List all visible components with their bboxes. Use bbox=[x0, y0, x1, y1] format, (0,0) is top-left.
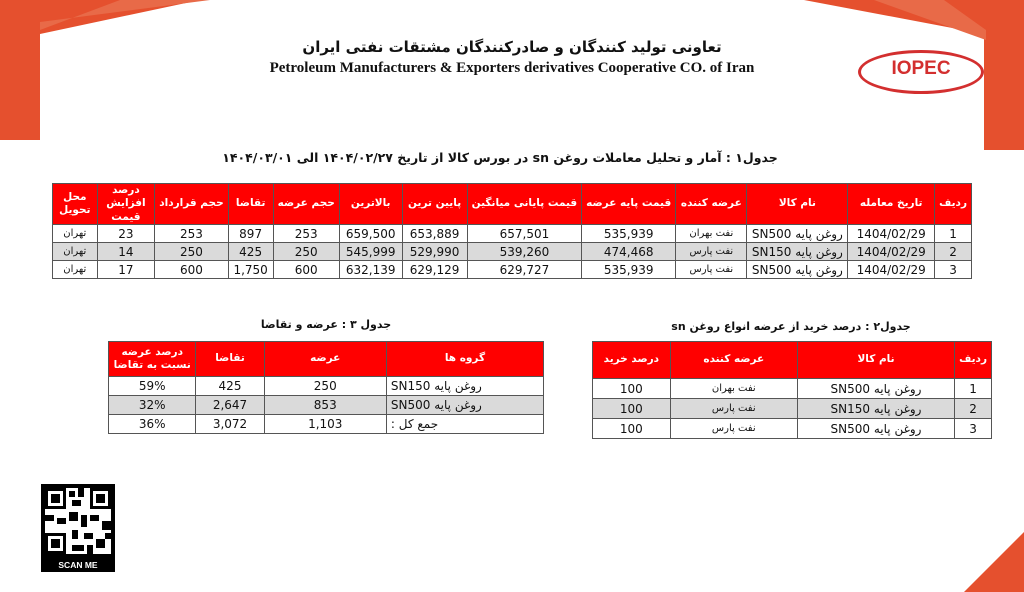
table-cell: 600 bbox=[155, 261, 228, 279]
table-cell: 32% bbox=[109, 396, 196, 415]
scan-me-label: SCAN ME bbox=[58, 560, 98, 570]
table2-header: نام کالا bbox=[797, 342, 954, 379]
table-row bbox=[109, 415, 544, 434]
table1-header: بالاترین bbox=[339, 184, 402, 225]
table-cell: 253 bbox=[273, 225, 339, 243]
purchase-percent-table bbox=[592, 341, 992, 439]
table-cell: 1404/02/29 bbox=[848, 261, 935, 279]
table-cell: 36% bbox=[109, 415, 196, 434]
table-cell: 425 bbox=[228, 243, 273, 261]
table-cell: 600 bbox=[273, 261, 339, 279]
table-cell: 853 bbox=[264, 396, 386, 415]
table-cell: 535,939 bbox=[582, 261, 676, 279]
table-cell: نفت بهران bbox=[676, 225, 747, 243]
table-row bbox=[109, 377, 544, 396]
table-cell: 545,999 bbox=[339, 243, 402, 261]
table-cell: روغن پایه SN150 bbox=[386, 377, 543, 396]
table-cell: نفت پارس bbox=[676, 243, 747, 261]
table-cell: 100 bbox=[593, 399, 671, 419]
table-cell: 653,889 bbox=[402, 225, 467, 243]
table-cell: 535,939 bbox=[582, 225, 676, 243]
table-cell: 14 bbox=[97, 243, 155, 261]
table1-header: قیمت پایه عرضه bbox=[582, 184, 676, 225]
table-cell: روغن پایه SN150 bbox=[797, 399, 954, 419]
table-row bbox=[53, 243, 972, 261]
table-cell: 3 bbox=[935, 261, 972, 279]
table2-header: عرضه کننده bbox=[670, 342, 797, 379]
table-row bbox=[53, 261, 972, 279]
qr-code[interactable] bbox=[41, 484, 115, 572]
table1-header: قیمت پایانی میانگین bbox=[467, 184, 581, 225]
table-cell: 3 bbox=[955, 419, 992, 439]
table-cell: روغن پایه SN500 bbox=[747, 225, 848, 243]
table2-header-row bbox=[593, 342, 992, 379]
table-cell: روغن پایه SN150 bbox=[747, 243, 848, 261]
table-cell: تهران bbox=[53, 261, 98, 279]
table-row bbox=[593, 419, 992, 439]
company-title-english: Petroleum Manufacturers & Exporters derivatives Cooperative CO. of Iran bbox=[269, 60, 755, 76]
table1-header: درصد افزایش قیمت bbox=[97, 184, 155, 225]
qr-modules bbox=[45, 488, 111, 554]
table-cell: 253 bbox=[155, 225, 228, 243]
table1-header: تاریخ معامله bbox=[848, 184, 935, 225]
table-cell: 3,072 bbox=[196, 415, 264, 434]
table-cell: 2 bbox=[955, 399, 992, 419]
iopec-logo bbox=[858, 50, 982, 90]
table1-title: جدول۱ : آمار و تحلیل معاملات روغن sn در بورس کالا از تاریخ ۱۴۰۴/۰۲/۲۷ الی ۱۴۰۴/۰۳/۰۱ bbox=[222, 150, 778, 165]
table-cell: تهران bbox=[53, 225, 98, 243]
table2-title: جدول۲ : درصد خرید از عرضه انواع روغن sn bbox=[671, 320, 911, 333]
table1-header: نام کالا bbox=[747, 184, 848, 225]
table-cell: روغن پایه SN500 bbox=[797, 419, 954, 439]
table-cell: 1404/02/29 bbox=[848, 225, 935, 243]
table1-header: تقاضا bbox=[228, 184, 273, 225]
table-row bbox=[593, 399, 992, 419]
table-cell: روغن پایه SN500 bbox=[747, 261, 848, 279]
table1-header: پایین ترین bbox=[402, 184, 467, 225]
table-cell: 250 bbox=[273, 243, 339, 261]
table-cell: نفت پارس bbox=[670, 419, 797, 439]
table-cell: 1 bbox=[935, 225, 972, 243]
trades-table bbox=[52, 183, 972, 279]
table-cell: 100 bbox=[593, 419, 671, 439]
table-cell: 1 bbox=[955, 379, 992, 399]
corner-decoration-bottom-right bbox=[964, 532, 1024, 592]
table-cell: 629,727 bbox=[467, 261, 581, 279]
table1-header: عرضه کننده bbox=[676, 184, 747, 225]
table-cell: 100 bbox=[593, 379, 671, 399]
table-row bbox=[53, 225, 972, 243]
table2-header: درصد خرید bbox=[593, 342, 671, 379]
table-cell: 897 bbox=[228, 225, 273, 243]
table1-header: ردیف bbox=[935, 184, 972, 225]
qr-pattern bbox=[45, 488, 111, 554]
table-cell: تهران bbox=[53, 243, 98, 261]
table-cell: 59% bbox=[109, 377, 196, 396]
supply-demand-table bbox=[108, 341, 544, 434]
table-cell: روغن پایه SN500 bbox=[386, 396, 543, 415]
table-cell: نفت پارس bbox=[670, 399, 797, 419]
table2-header: ردیف bbox=[955, 342, 992, 379]
company-title-persian: تعاونی تولید کنندگان و صادرکنندگان مشتقات نفتی ایران bbox=[302, 38, 722, 56]
table1-header: حجم عرضه bbox=[273, 184, 339, 225]
table-cell: 657,501 bbox=[467, 225, 581, 243]
table-cell: 2 bbox=[935, 243, 972, 261]
table-row bbox=[109, 396, 544, 415]
table-cell: 1404/02/29 bbox=[848, 243, 935, 261]
table-cell: نفت پارس bbox=[676, 261, 747, 279]
table1-header: محل تحویل bbox=[53, 184, 98, 225]
table-cell: 17 bbox=[97, 261, 155, 279]
table-cell: 250 bbox=[155, 243, 228, 261]
table1-header: حجم قرارداد bbox=[155, 184, 228, 225]
table3-header: درصد عرضه نسبت به تقاضا bbox=[109, 342, 196, 377]
table3-header: گروه ها bbox=[386, 342, 543, 377]
table3-title: جدول ۳ : عرضه و تقاضا bbox=[260, 318, 392, 331]
table-cell: 23 bbox=[97, 225, 155, 243]
table3-header: عرضه bbox=[264, 342, 386, 377]
table-cell: 474,468 bbox=[582, 243, 676, 261]
table-cell: 2,647 bbox=[196, 396, 264, 415]
table-cell: 1,103 bbox=[264, 415, 386, 434]
table-cell: 250 bbox=[264, 377, 386, 396]
table-cell: 529,990 bbox=[402, 243, 467, 261]
logo-text: IOPEC bbox=[891, 58, 951, 79]
table-cell: 659,500 bbox=[339, 225, 402, 243]
table-cell: روغن پایه SN500 bbox=[797, 379, 954, 399]
table-cell: جمع کل : bbox=[386, 415, 543, 434]
table-cell: 539,260 bbox=[467, 243, 581, 261]
table-cell: 1,750 bbox=[228, 261, 273, 279]
table3-header-row bbox=[109, 342, 544, 377]
table-cell: نفت بهران bbox=[670, 379, 797, 399]
table-cell: 632,139 bbox=[339, 261, 402, 279]
table-row bbox=[593, 379, 992, 399]
table3-header: تقاضا bbox=[196, 342, 264, 377]
table-cell: 629,129 bbox=[402, 261, 467, 279]
table-cell: 425 bbox=[196, 377, 264, 396]
table1-header-row bbox=[53, 184, 972, 225]
